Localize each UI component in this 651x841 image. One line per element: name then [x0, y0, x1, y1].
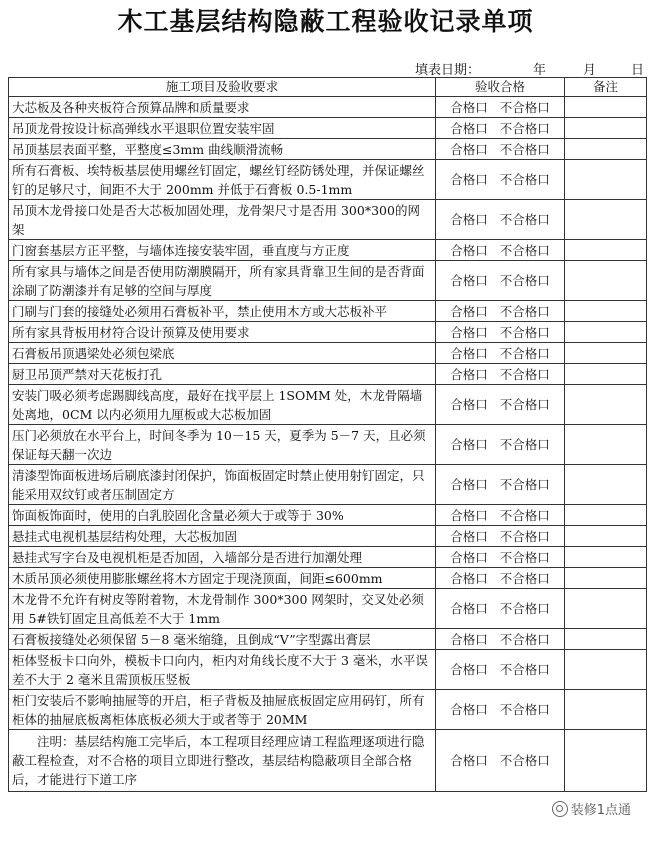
- fail-checkbox[interactable]: 不合格口: [499, 120, 550, 136]
- pass-checkbox[interactable]: 合格口: [450, 437, 488, 452]
- note-cell[interactable]: [565, 139, 647, 160]
- note-cell[interactable]: [565, 118, 647, 139]
- table-row: [9, 364, 647, 385]
- table-row: [9, 385, 647, 425]
- note-cell[interactable]: [565, 505, 647, 526]
- fail-checkbox[interactable]: 不合格口: [499, 172, 550, 187]
- fail-checkbox[interactable]: 不合格口: [499, 99, 550, 115]
- fail-checkbox[interactable]: 不合格口: [499, 303, 550, 319]
- fail-checkbox[interactable]: 不合格口: [499, 345, 550, 361]
- result-cell: [436, 589, 565, 629]
- result-cell: [436, 322, 565, 343]
- result-cell: [436, 160, 565, 200]
- table-row: [9, 505, 647, 526]
- requirement-text: 安装门吸必须考虑踢脚线高度，最好在找平层上 1SOMM 处，木龙骨隔墙处离地，0CM 以内必须用九厘板或大芯板加固: [9, 385, 436, 425]
- result-cell: [436, 97, 565, 118]
- pass-checkbox[interactable]: 合格口: [450, 345, 488, 361]
- table-row: [9, 200, 647, 240]
- pass-checkbox[interactable]: 合格口: [450, 662, 488, 677]
- note-cell[interactable]: [565, 322, 647, 343]
- fail-checkbox[interactable]: 不合格口: [499, 242, 550, 258]
- pass-checkbox[interactable]: 合格口: [450, 242, 488, 258]
- pass-checkbox[interactable]: 合格口: [450, 528, 488, 544]
- note-cell[interactable]: [565, 240, 647, 261]
- note-cell[interactable]: [565, 690, 647, 730]
- note-cell[interactable]: [565, 629, 647, 650]
- fail-checkbox[interactable]: 不合格口: [499, 601, 550, 616]
- pass-checkbox[interactable]: 合格口: [450, 273, 488, 288]
- table-row: [9, 425, 647, 465]
- result-cell: [436, 650, 565, 690]
- note-cell[interactable]: [565, 526, 647, 547]
- requirement-text: 吊顶龙骨按设计标高弹线水平退职位置安装牢固: [9, 118, 436, 139]
- fail-checkbox[interactable]: 不合格口: [499, 528, 550, 544]
- fail-checkbox[interactable]: 不合格口: [499, 570, 550, 586]
- table-row: [9, 629, 647, 650]
- table-row: [9, 343, 647, 364]
- note-cell[interactable]: [565, 343, 647, 364]
- result-cell: [436, 261, 565, 301]
- fail-checkbox[interactable]: 不合格口: [499, 324, 550, 340]
- wechat-logo-icon: [552, 801, 568, 817]
- table-row: [9, 650, 647, 690]
- pass-checkbox[interactable]: 合格口: [450, 212, 488, 227]
- note-cell[interactable]: [565, 301, 647, 322]
- result-cell: [436, 301, 565, 322]
- note-cell[interactable]: [565, 385, 647, 425]
- pass-checkbox[interactable]: 合格口: [450, 753, 488, 768]
- note-cell[interactable]: [565, 650, 647, 690]
- fail-checkbox[interactable]: 不合格口: [499, 397, 550, 412]
- fail-checkbox[interactable]: 不合格口: [499, 507, 550, 523]
- fail-checkbox[interactable]: 不合格口: [499, 662, 550, 677]
- table-row: [9, 568, 647, 589]
- table-row: [9, 97, 647, 118]
- note-cell[interactable]: [565, 589, 647, 629]
- result-cell: [436, 364, 565, 385]
- fail-checkbox[interactable]: 不合格口: [499, 366, 550, 382]
- date-day-label: 日: [631, 63, 645, 78]
- date-month-label: 月: [583, 63, 597, 78]
- table-row: [9, 547, 647, 568]
- fail-checkbox[interactable]: 不合格口: [499, 631, 550, 647]
- result-cell: [436, 465, 565, 505]
- table-row: [9, 118, 647, 139]
- requirement-text: 柜门安装后不影响抽屉等的开启，柜子背板及抽屉底板固定应用码钉，所有柜体的抽屉底板离柜体底板必须大于或者等于 20MM: [9, 690, 436, 730]
- result-cell: [436, 568, 565, 589]
- pass-checkbox[interactable]: 合格口: [450, 172, 488, 187]
- requirement-text: 吊顶基层表面平整，平整度≤3mm 曲线顺滑流畅: [9, 139, 436, 160]
- requirement-text: 所有家具背板用材符合设计预算及使用要求: [9, 322, 436, 343]
- note-cell[interactable]: [565, 568, 647, 589]
- requirement-text: 饰面板饰面时，使用的白乳胶固化含量必须大于或等于 30%: [9, 505, 436, 526]
- result-cell: [436, 139, 565, 160]
- requirement-text: 门窗套基层方正平整，与墙体连接安装牢固，垂直度与方正度: [9, 240, 436, 261]
- result-cell: [436, 526, 565, 547]
- note-cell[interactable]: [565, 465, 647, 505]
- requirement-text: 注明：基层结构施工完毕后，本工程项目经理应请工程监理逐项进行隐蔽工程检查，对不合格的项目立即进行整改，基层结构隐蔽项目全部合格后，才能进行下道工序: [9, 730, 436, 792]
- note-cell[interactable]: [565, 97, 647, 118]
- fail-checkbox[interactable]: 不合格口: [499, 477, 550, 492]
- requirement-text: 悬挂式电视机基层结构处理，大芯板加固: [9, 526, 436, 547]
- fail-checkbox[interactable]: 不合格口: [499, 702, 550, 717]
- pass-checkbox[interactable]: 合格口: [450, 120, 488, 136]
- page-title: 木工基层结构隐蔽工程验收记录单项: [117, 7, 534, 36]
- pass-checkbox[interactable]: 合格口: [450, 601, 488, 616]
- pass-checkbox[interactable]: 合格口: [450, 324, 488, 340]
- requirement-text: 柜体竖板卡口向外，模板卡口向内，柜内对角线长度不大于 3 毫米，水平误差不大于 2 毫米且需顶板压竖板: [9, 650, 436, 690]
- result-cell: [436, 385, 565, 425]
- requirement-text: 悬挂式写字台及电视机柜是否加固，入墙部分是否进行加潮处理: [9, 547, 436, 568]
- table-row: [9, 139, 647, 160]
- note-cell[interactable]: [565, 547, 647, 568]
- result-cell: [436, 240, 565, 261]
- result-cell: [436, 118, 565, 139]
- requirement-text: 木质吊顶必须使用膨胀螺丝将木方固定于现浇顶面，间距≤600mm: [9, 568, 436, 589]
- pass-checkbox[interactable]: 合格口: [450, 99, 488, 115]
- pass-checkbox[interactable]: 合格口: [450, 631, 488, 647]
- header-item: 施工项目及验收要求: [9, 78, 436, 97]
- table-row: [9, 465, 647, 505]
- fill-date-line: [415, 59, 647, 77]
- requirement-text: 石膏板接缝处必须保留 5－8 毫米缩缝，且倒成“V”字型露出膏层: [9, 629, 436, 650]
- requirement-text: 清漆型饰面板进场后刷底漆封闭保护，饰面板固定时禁止使用射钉固定，只能采用双纹钉或者压制固定方: [9, 465, 436, 505]
- fail-checkbox[interactable]: 不合格口: [499, 141, 550, 157]
- requirement-text: 木龙骨不允许有树皮等附着物，木龙骨制作 300*300 网架时，交叉处必须用 5#铁钉固定且高低差不大于 1mm: [9, 589, 436, 629]
- fail-checkbox[interactable]: 不合格口: [499, 212, 550, 227]
- table-row: [9, 730, 647, 792]
- requirement-text: 大芯板及各种夹板符合预算品牌和质量要求: [9, 97, 436, 118]
- requirement-text: 厨卫吊顶严禁对天花板打孔: [9, 364, 436, 385]
- result-cell: [436, 200, 565, 240]
- header-result: 验收合格: [436, 78, 565, 97]
- table-header-row: [9, 78, 647, 97]
- table-row: [9, 240, 647, 261]
- requirement-text: 所有石膏板、埃特板基层使用螺丝钉固定，螺丝钉经防锈处理，并保证螺丝钉的足够尺寸，间距不大于 200mm 并低于石膏板 0.5-1mm: [9, 160, 436, 200]
- pass-checkbox[interactable]: 合格口: [450, 397, 488, 412]
- pass-checkbox[interactable]: 合格口: [450, 507, 488, 523]
- result-cell: [436, 547, 565, 568]
- result-cell: [436, 505, 565, 526]
- pass-checkbox[interactable]: 合格口: [450, 303, 488, 319]
- requirement-text: 压门必须放在水平台上，时间冬季为 10－15 天，夏季为 5－7 天，且必须保证每天翻一次边: [9, 425, 436, 465]
- requirement-text: 门刷与门套的接缝处必须用石膏板补平，禁止使用木方或大芯板补平: [9, 301, 436, 322]
- fail-checkbox[interactable]: 不合格口: [499, 549, 550, 565]
- result-cell: [436, 343, 565, 364]
- note-cell[interactable]: [565, 425, 647, 465]
- table-row: [9, 690, 647, 730]
- result-cell: [436, 730, 565, 792]
- watermark-text: 装修1点通: [570, 803, 631, 818]
- pass-checkbox[interactable]: 合格口: [450, 702, 488, 717]
- pass-checkbox[interactable]: 合格口: [450, 366, 488, 382]
- pass-checkbox[interactable]: 合格口: [450, 570, 488, 586]
- pass-checkbox[interactable]: 合格口: [450, 477, 488, 492]
- table-row: [9, 589, 647, 629]
- pass-checkbox[interactable]: 合格口: [450, 141, 488, 157]
- header-note: 备注: [565, 78, 647, 97]
- fail-checkbox[interactable]: 不合格口: [499, 753, 550, 768]
- table-row: [9, 261, 647, 301]
- inspection-table: [8, 77, 647, 792]
- pass-checkbox[interactable]: 合格口: [450, 549, 488, 565]
- watermark: [550, 798, 633, 819]
- fail-checkbox[interactable]: 不合格口: [499, 437, 550, 452]
- requirement-text: 所有家具与墙体之间是否使用防潮膜隔开，所有家具背靠卫生间的是否背面涂刷了防潮漆并有足够的空间与厚度: [9, 261, 436, 301]
- note-cell[interactable]: [565, 160, 647, 200]
- table-row: [9, 160, 647, 200]
- requirement-text: 吊顶木龙骨接口处是否大芯板加固处理，龙骨架尺寸是否用 300*300的网架: [9, 200, 436, 240]
- table-row: [9, 322, 647, 343]
- note-cell[interactable]: [565, 364, 647, 385]
- note-cell[interactable]: [565, 730, 647, 792]
- date-year-label: 年: [533, 63, 547, 78]
- result-cell: [436, 629, 565, 650]
- result-cell: [436, 690, 565, 730]
- table-row: [9, 526, 647, 547]
- note-cell[interactable]: [565, 200, 647, 240]
- requirement-text: 石膏板吊顶遇梁处必须包梁底: [9, 343, 436, 364]
- note-cell[interactable]: [565, 261, 647, 301]
- table-row: [9, 301, 647, 322]
- fail-checkbox[interactable]: 不合格口: [499, 273, 550, 288]
- fill-date-label: 填表日期：: [415, 63, 481, 78]
- result-cell: [436, 425, 565, 465]
